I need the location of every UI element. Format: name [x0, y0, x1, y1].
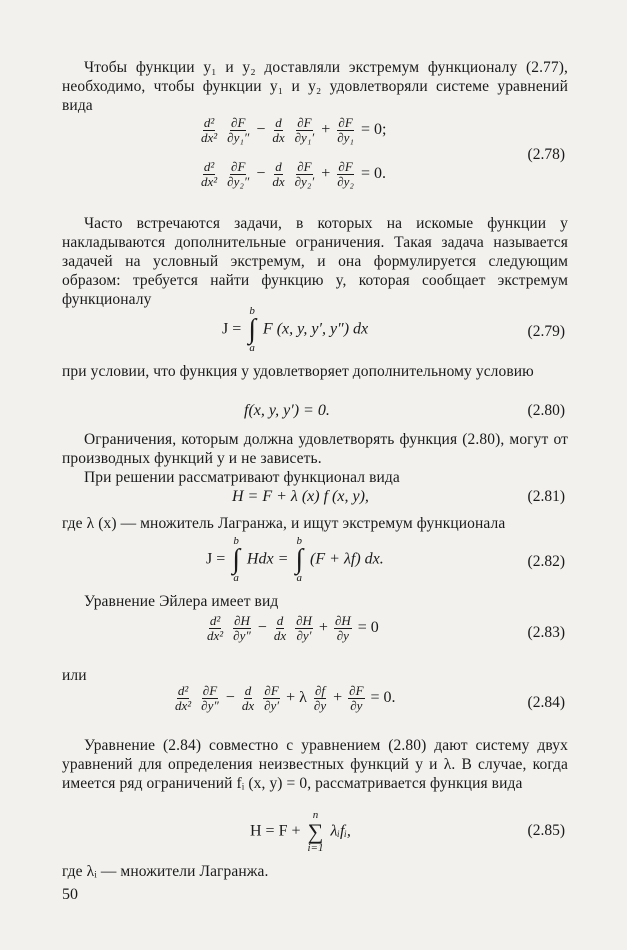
equation-number-2-80: (2.80) [527, 402, 565, 419]
paragraph-4: Ограничения, которым должна удовлетворять функция (2.80), могут от производных функций y и не зависеть. [62, 431, 568, 467]
equation-2-80: f(x, y, y′) = 0. [244, 402, 330, 419]
equation-number-2-82: (2.82) [527, 553, 565, 570]
equation-number-2-79: (2.79) [527, 323, 565, 340]
paragraph-6: где λ (x) — множитель Лагранжа, и ищут экстремум функционала [62, 515, 506, 532]
equation-2-78-line-1: $\frac{\text{d²}}{\text{dx²}}$ $\frac{\partial F}{\text{∂y₁″}}$ − $\frac{d}{dx}$ $\frac{\partial F}{\text{∂y₁′}}$ + $\frac{\partial F}{\text{∂y₁}}$ = 0; [201, 115, 387, 145]
paragraph-3: при условии, что функция y удовлетворяет дополнительному условию [62, 363, 534, 380]
equation-2-84: $\frac{\text{d²}}{\text{dx²}}$ $\frac{\partial F}{\partial y''}$ − $\frac{d}{dx}$ $\frac{\partial F}{\partial y'}$ + λ $\frac{\partial f}{\partial y}$ + $\frac{\partial F}{\partial y}$ = 0. [175, 683, 396, 713]
equation-number-2-83: (2.83) [527, 624, 565, 641]
equation-2-78-line-2: $\frac{\text{d²}}{\text{dx²}}$ $\frac{\partial F}{\text{∂y₂″}}$ − $\frac{d}{dx}$ $\frac{\partial F}{\text{∂y₂′}}$ + $\frac{\partial F}{\text{∂y₂}}$ = 0. [201, 159, 386, 189]
equation-2-81: H = F + λ (x) f (x, y), [232, 488, 369, 505]
equation-2-85: H = F + n ∑ i=1 λᵢfᵢ, [250, 809, 351, 854]
paragraph-5: При решении рассматривают функционал вида [84, 469, 400, 486]
paragraph-1: Чтобы функции y₁ и y₂ доставляли экстремум функционалу (2.77), необходимо, чтобы функции y₁ и y₂ удовлетворяли системе уравнений вида [62, 59, 568, 114]
paragraph-7: Уравнение Эйлера имеет вид [84, 593, 279, 610]
paragraph-8: или [62, 667, 87, 684]
equation-2-79: J = b ∫ a F (x, y, y′, y″) dx [222, 305, 369, 354]
equation-2-82: J = b ∫ a Hdx = b ∫ a (F + λf) dx. [206, 535, 384, 584]
page-number: 50 [62, 886, 78, 903]
equation-number-2-81: (2.81) [527, 488, 565, 505]
equation-number-2-78: (2.78) [527, 146, 565, 163]
paragraph-9: Уравнение (2.84) совместно с уравнением (2.80) дают систему двух уравнений для определения неизвестных функций y и λ. В случае, когда имеется ряд ограничений fᵢ (x, y) = 0, рассматривается функция вида [62, 737, 568, 792]
equation-2-83: $\frac{\text{d²}}{\text{dx²}}$ $\frac{\partial H}{\partial y''}$ − $\frac{d}{dx}$ $\frac{\partial H}{\partial y'}$ + $\frac{\partial H}{\partial y}$ = 0 [207, 613, 379, 643]
paragraph-2: Часто встречаются задачи, в которых на искомые функции y накладываются дополнительные ограничения. Такая задача называется задачей на условный экстремум, и она формулируется следующим образом: требуется найти функцию y, которая сообщает экстремум функционалу [62, 215, 568, 308]
equation-number-2-85: (2.85) [527, 822, 565, 839]
equation-number-2-84: (2.84) [527, 694, 565, 711]
paragraph-10: где λᵢ — множители Лагранжа. [62, 863, 269, 880]
